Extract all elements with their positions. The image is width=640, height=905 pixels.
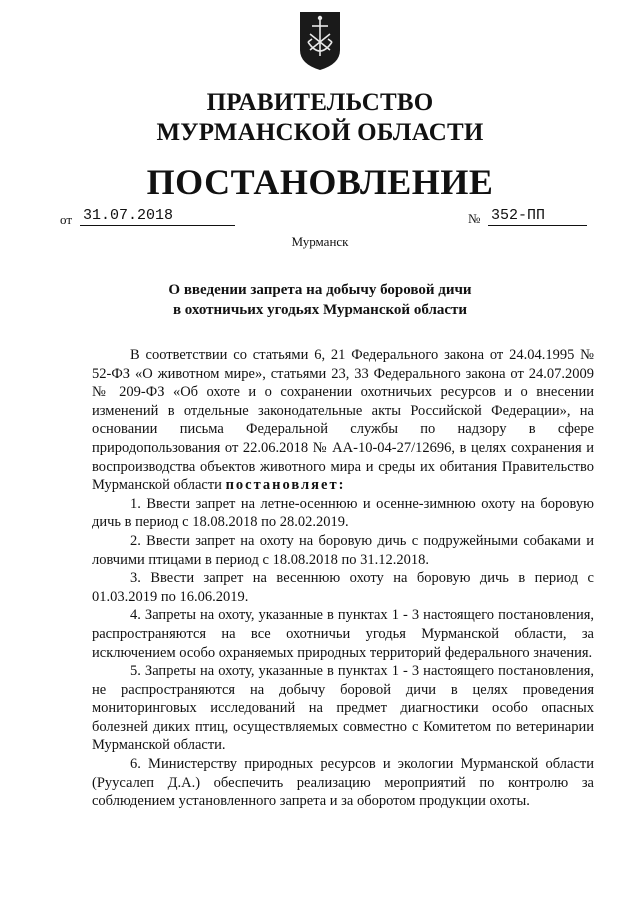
list-item: 6. Министерству природных ресурсов и экологии Мурманской области (Руусалеп Д.А.) обеспечить реализацию мероприятий по контролю за соблюдением установленного запрета и за оборотом продукции охоты. [92,756,594,810]
document-title [0,280,640,320]
list-item: 3. Ввести запрет на весеннюю охоту на боровую дичь в период с 01.03.2019 по 16.06.2019. [92,570,594,605]
list-item: 1. Ввести запрет на летне-осеннюю и осенне-зимнюю охоту на боровую дичь в период с 18.08.2018 по 28.02.2019. [92,495,594,531]
number-prefix: № [468,211,481,226]
date-number-row [60,207,590,231]
title-line-1: О введении запрета на добычу боровой дичи [168,282,472,298]
preamble-text: В соответствии со статьями 6, 21 Федерального закона от 24.04.1995 № 52-ФЗ «О животном мире», статьями 23, 33 Федерального закона от 24.07.2009 № 209-ФЗ «Об охоте и о сохранении охотничьих ресурсов и о внесении изменений в отдельные законодательные акты Российской Федерации», на основании письма Федеральной службы по надзору в сфере природопользования от 22.06.2018 № АА-10-04-27/12696, в целях сохранения и воспроизводства объектов животного мира и среды их обитания Правительство Мурманской области [92,347,594,494]
date-prefix: от [60,212,73,227]
government-name [0,88,640,148]
list-item: 4. Запреты на охоту, указанные в пунктах 1 - 3 настоящего постановления, распространяются на все охотничьи угодья Мурманской области, за исключением особо охраняемых природных территорий федерального значения. [92,607,594,661]
document-number: 352-ПП [488,207,587,226]
gov-line-1: ПРАВИТЕЛЬСТВО [206,89,434,116]
document-date: 31.07.2018 [80,207,235,226]
gov-line-2: МУРМАНСКОЙ ОБЛАСТИ [156,119,484,146]
preamble-paragraph [92,346,594,495]
title-line-2: в охотничьих угодьях Мурманской области [172,302,468,318]
document-body [92,346,594,811]
list-item: 2. Ввести запрет на охоту на боровую дичь с подружейными собаками и ловчими птицами в период с 18.08.2018 по 31.12.2018. [92,532,594,568]
city-name: Мурманск [291,234,349,249]
list-item: 5. Запреты на охоту, указанные в пунктах 1 - 3 настоящего постановления, не распространяются на добычу боровой дичи в целях проведения мониторинговых исследований на предмет диагностики особо опасных болезней диких птиц, осуществляемых совместно с Комитетом по ветеринарии Мурманской области. [92,663,594,754]
decree-word: постановляет: [225,477,346,494]
coat-of-arms-emblem [296,10,344,72]
document-type-heading: ПОСТАНОВЛЕНИЕ [146,162,494,202]
